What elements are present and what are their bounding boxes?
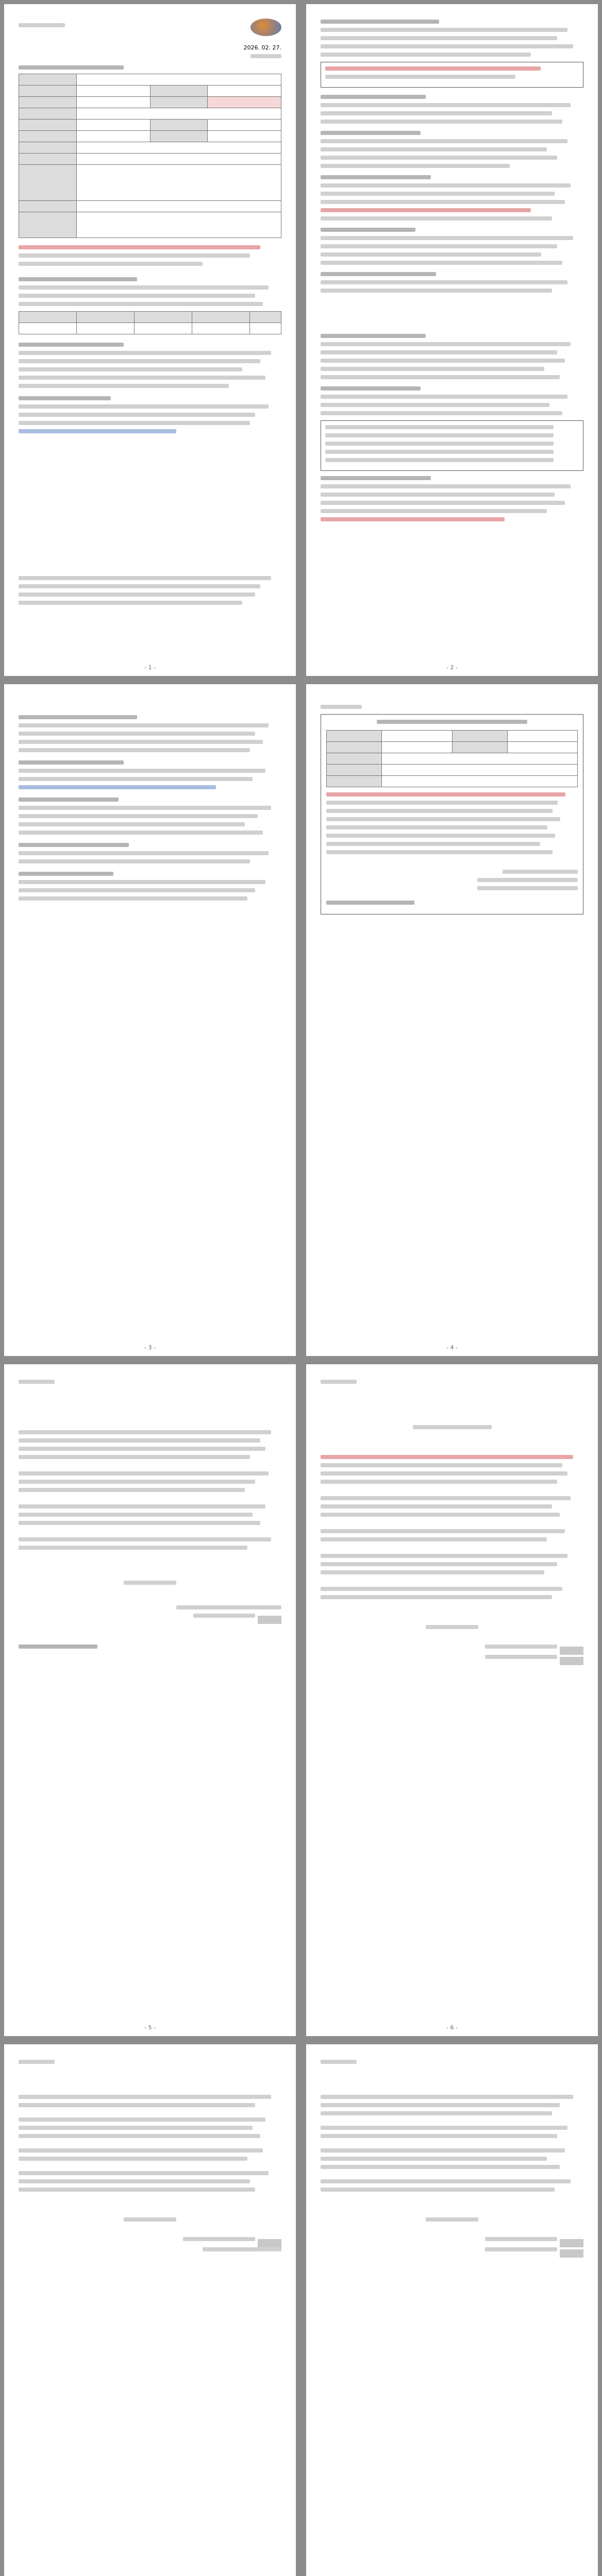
- document-page-8: [306, 2044, 598, 2576]
- document-page-2: [306, 4, 598, 676]
- notice-date: 2026. 02. 27.: [243, 44, 281, 51]
- document-page-4: [306, 684, 598, 1356]
- document-page-3: [4, 684, 296, 1356]
- document-page-5: [4, 1364, 296, 2036]
- document-page-1: [4, 4, 296, 676]
- page-number: - 5 -: [144, 2024, 156, 2031]
- application-form: [321, 714, 583, 914]
- page-number: - 2 -: [446, 664, 458, 671]
- page-number: - 4 -: [446, 1344, 458, 1351]
- contract-summary-table: [19, 74, 281, 238]
- organization-logo: [250, 19, 281, 36]
- document-page-7: [4, 2044, 296, 2576]
- page-number: - 3 -: [144, 1344, 156, 1351]
- page-number: - 6 -: [446, 2024, 458, 2031]
- document-page-6: [306, 1364, 598, 2036]
- page-number: - 1 -: [144, 664, 156, 671]
